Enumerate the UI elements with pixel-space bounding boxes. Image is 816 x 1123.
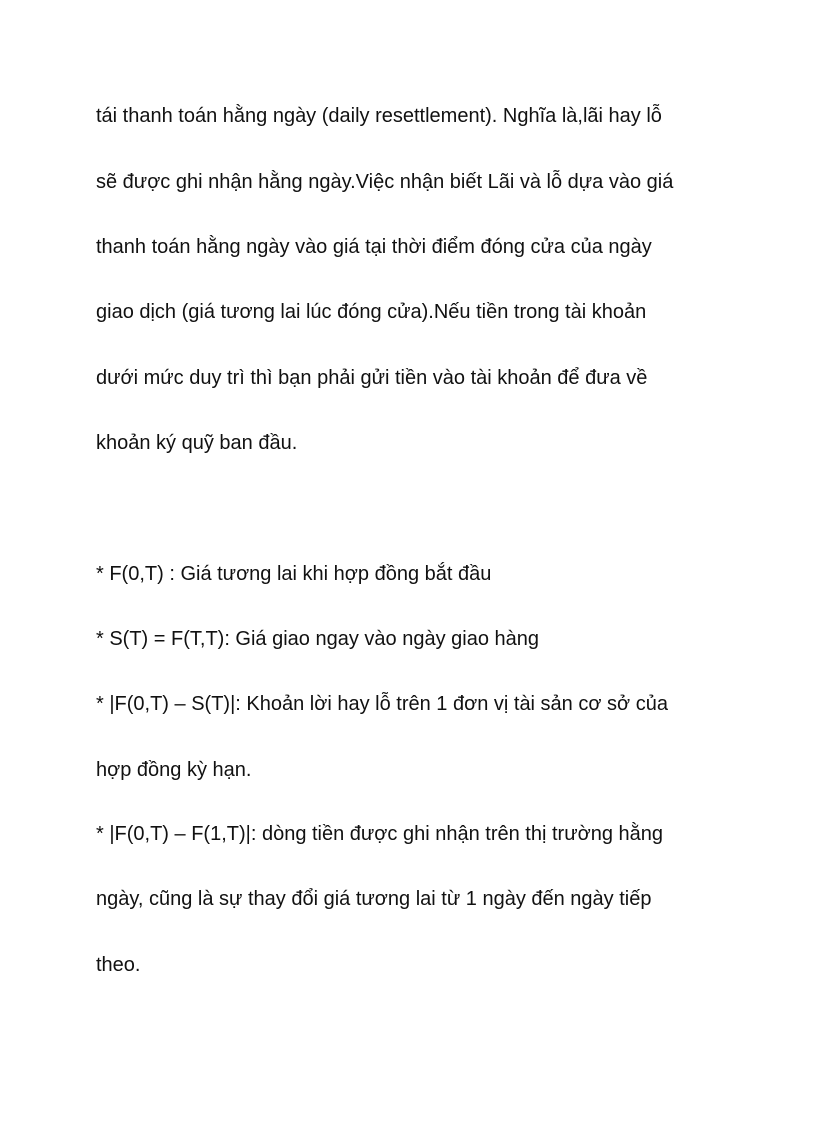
definition-item-continuation: hợp đồng kỳ hạn. [96,759,252,781]
definition-item-continuation: theo. [96,954,141,976]
definition-item: * |F(0,T) – F(1,T)|: dòng tiền được ghi nhận trên thị trường hằng [96,823,663,845]
text-line: thanh toán hằng ngày vào giá tại thời điểm đóng cửa của ngày [96,236,652,258]
definition-item-continuation: ngày, cũng là sự thay đổi giá tương lai từ 1 ngày đến ngày tiếp [96,888,652,910]
text-line: tái thanh toán hằng ngày (daily resettlement). Nghĩa là,lãi hay lỗ [96,105,662,127]
text-line: sẽ được ghi nhận hằng ngày.Việc nhận biết Lãi và lỗ dựa vào giá [96,171,674,193]
text-line: giao dịch (giá tương lai lúc đóng cửa).Nếu tiền trong tài khoản [96,301,647,323]
text-line: khoản ký quỹ ban đầu. [96,432,298,454]
definition-item: * S(T) = F(T,T): Giá giao ngay vào ngày giao hàng [96,628,539,650]
definition-item: * |F(0,T) – S(T)|: Khoản lời hay lỗ trên 1 đơn vị tài sản cơ sở của [96,693,668,715]
text-line: dưới mức duy trì thì bạn phải gửi tiền vào tài khoản để đưa về [96,367,648,389]
definition-item: * F(0,T) : Giá tương lai khi hợp đồng bắt đầu [96,563,492,585]
